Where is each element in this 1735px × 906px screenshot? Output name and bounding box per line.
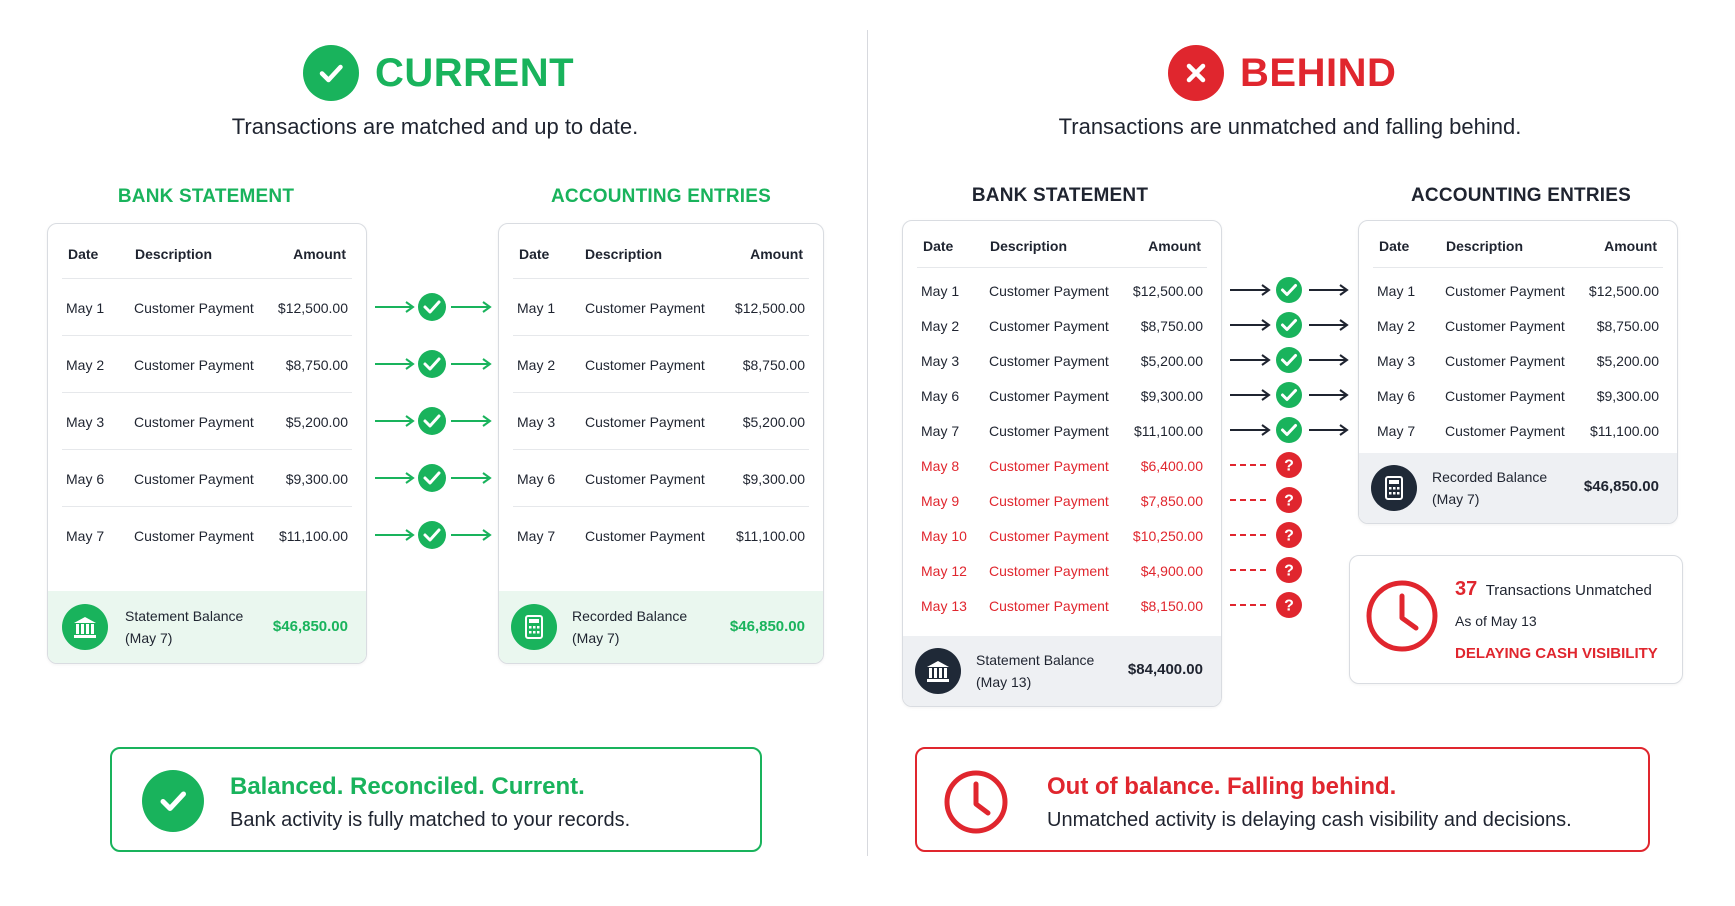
row-amount: $11,100.00: [1133, 423, 1203, 439]
row-amount: $5,200.00: [285, 414, 348, 430]
banner-subtitle: Unmatched activity is delaying cash visibility and decisions.: [1047, 809, 1572, 831]
row-amount: $11,100.00: [1589, 423, 1659, 439]
row-description: Customer Payment: [134, 357, 254, 373]
row-description: Customer Payment: [1445, 423, 1565, 439]
current-bank-card: [47, 223, 367, 664]
match-connector: [1228, 380, 1358, 410]
header-description: Description: [135, 246, 213, 262]
clock-icon: [1364, 578, 1440, 659]
match-connector: [373, 292, 493, 322]
row-amount: $12,500.00: [1132, 283, 1203, 299]
calculator-icon: [1371, 465, 1417, 511]
match-connector: [373, 463, 493, 493]
svg-text:?: ?: [1284, 457, 1294, 475]
row-date: May 2: [517, 357, 556, 373]
row-amount: $12,500.00: [277, 300, 348, 316]
header-date: Date: [923, 238, 954, 254]
row-date: May 3: [517, 414, 556, 430]
row-amount: $9,300.00: [285, 471, 348, 487]
row-description: Customer Payment: [1445, 353, 1565, 369]
footer-label: Recorded Balance (May 7): [1432, 469, 1548, 507]
row-description: Customer Payment: [585, 300, 705, 316]
footer-amount: $46,850.00: [1583, 478, 1659, 495]
row-date: May 12: [921, 563, 967, 579]
row-description: Customer Payment: [134, 471, 254, 487]
unmatched-alert-card: [1349, 555, 1683, 684]
header-amount: Amount: [750, 246, 803, 262]
row-description: Customer Payment: [989, 283, 1109, 299]
current-title: CURRENT: [375, 50, 575, 95]
unmatched-count: 37: [1455, 578, 1478, 600]
header-amount: Amount: [1148, 238, 1201, 254]
row-amount: $12,500.00: [1588, 283, 1659, 299]
row-amount: $5,200.00: [1140, 353, 1203, 369]
row-description: Customer Payment: [989, 493, 1109, 509]
row-amount: $9,300.00: [1596, 388, 1659, 404]
row-description: Customer Payment: [585, 528, 705, 544]
svg-text:?: ?: [1284, 597, 1294, 615]
banner-title: Out of balance. Falling behind.: [1047, 773, 1397, 800]
header-date: Date: [1379, 238, 1410, 254]
match-connector: [373, 520, 493, 550]
match-connector: [1228, 275, 1358, 305]
header-date: Date: [68, 246, 99, 262]
footer-label: Statement Balance (May 7): [125, 608, 244, 646]
current-bank-label: BANK STATEMENT: [117, 186, 295, 207]
row-date: May 13: [921, 598, 967, 614]
row-amount: $11,100.00: [735, 528, 805, 544]
row-amount: $6,400.00: [1140, 458, 1203, 474]
footer-amount: $84,400.00: [1127, 661, 1203, 678]
svg-text:?: ?: [1284, 527, 1294, 545]
behind-title-group: [1168, 45, 1396, 101]
behind-accounting-label: ACCOUNTING ENTRIES: [1411, 185, 1631, 206]
row-amount: $5,200.00: [742, 414, 805, 430]
current-accounting-card: [498, 223, 824, 664]
row-amount: $4,900.00: [1140, 563, 1203, 579]
header-amount: Amount: [293, 246, 346, 262]
row-date: May 7: [517, 528, 556, 544]
row-description: Customer Payment: [1445, 388, 1565, 404]
recorded-balance-footer: [1359, 453, 1677, 523]
unmatched-connector: [1228, 450, 1358, 480]
svg-text:?: ?: [1284, 562, 1294, 580]
row-date: May 6: [921, 388, 960, 404]
row-amount: $11,100.00: [278, 528, 348, 544]
row-date: May 6: [517, 471, 556, 487]
behind-title: BEHIND: [1240, 50, 1397, 95]
clock-icon: [942, 768, 1010, 841]
banner-subtitle: Bank activity is fully matched to your records.: [230, 809, 631, 831]
bank-icon: [915, 648, 961, 694]
unmatched-connector: [1228, 590, 1358, 620]
bank-icon: [62, 604, 108, 650]
unmatched-count-line: [1455, 578, 1652, 601]
match-connector: [1228, 415, 1358, 445]
unmatched-count-label: Transactions Unmatched: [1485, 582, 1652, 599]
banner-title: Balanced. Reconciled. Current.: [230, 773, 585, 800]
row-amount: $10,250.00: [1132, 528, 1203, 544]
row-amount: $5,200.00: [1596, 353, 1659, 369]
current-accounting-label: ACCOUNTING ENTRIES: [551, 186, 771, 207]
row-date: May 3: [1377, 353, 1416, 369]
footer-label: Statement Balance (May 13): [976, 652, 1095, 690]
row-description: Customer Payment: [989, 598, 1109, 614]
match-connector: [373, 349, 493, 379]
row-date: May 1: [66, 300, 105, 316]
row-amount: $8,150.00: [1140, 598, 1203, 614]
check-circle-icon: [303, 45, 359, 101]
current-subtitle: Transactions are matched and up to date.: [231, 114, 639, 139]
row-amount: $12,500.00: [734, 300, 805, 316]
behind-bank-card: [902, 220, 1222, 707]
row-description: Customer Payment: [585, 357, 705, 373]
row-description: Customer Payment: [1445, 283, 1565, 299]
recorded-balance-footer: [499, 591, 823, 663]
row-amount: $8,750.00: [1596, 318, 1659, 334]
row-date: May 2: [66, 357, 105, 373]
unmatched-connector: [1228, 555, 1358, 585]
footer-amount: $46,850.00: [272, 618, 348, 635]
footer-label: Recorded Balance (May 7): [572, 608, 688, 646]
row-date: May 1: [921, 283, 960, 299]
row-description: Customer Payment: [585, 414, 705, 430]
row-description: Customer Payment: [134, 414, 254, 430]
row-description: Customer Payment: [1445, 318, 1565, 334]
check-circle-icon: [142, 770, 204, 832]
row-date: May 7: [66, 528, 105, 544]
row-date: May 6: [66, 471, 105, 487]
row-date: May 6: [1377, 388, 1416, 404]
header-description: Description: [1446, 238, 1524, 254]
current-title-group: [303, 45, 574, 101]
row-description: Customer Payment: [989, 458, 1109, 474]
row-date: May 1: [1377, 283, 1416, 299]
header-description: Description: [990, 238, 1068, 254]
match-connector: [373, 406, 493, 436]
statement-balance-footer: [48, 591, 366, 663]
svg-text:?: ?: [1284, 492, 1294, 510]
row-date: May 3: [66, 414, 105, 430]
match-connector: [1228, 310, 1358, 340]
row-amount: $9,300.00: [1140, 388, 1203, 404]
row-amount: $8,750.00: [1140, 318, 1203, 334]
calculator-icon: [511, 604, 557, 650]
row-description: Customer Payment: [134, 300, 254, 316]
row-amount: $7,850.00: [1140, 493, 1203, 509]
header-description: Description: [585, 246, 663, 262]
row-description: Customer Payment: [989, 388, 1109, 404]
unmatched-connector: [1228, 520, 1358, 550]
row-description: Customer Payment: [989, 528, 1109, 544]
row-date: May 2: [1377, 318, 1416, 334]
header-amount: Amount: [1604, 238, 1657, 254]
row-date: May 7: [1377, 423, 1416, 439]
row-description: Customer Payment: [585, 471, 705, 487]
behind-bank-label: BANK STATEMENT: [971, 185, 1149, 206]
x-circle-icon: [1168, 45, 1224, 101]
row-amount: $9,300.00: [742, 471, 805, 487]
header-date: Date: [519, 246, 550, 262]
row-date: May 7: [921, 423, 960, 439]
delay-warning: DELAYING CASH VISIBILITY: [1455, 645, 1658, 662]
row-description: Customer Payment: [134, 528, 254, 544]
footer-amount: $46,850.00: [729, 618, 805, 635]
row-amount: $8,750.00: [285, 357, 348, 373]
row-amount: $8,750.00: [742, 357, 805, 373]
row-date: May 3: [921, 353, 960, 369]
unmatched-connector: [1228, 485, 1358, 515]
behind-accounting-card: [1358, 220, 1678, 524]
row-description: Customer Payment: [989, 353, 1109, 369]
row-description: Customer Payment: [989, 318, 1109, 334]
current-summary-banner: [110, 747, 762, 852]
row-date: May 1: [517, 300, 556, 316]
center-divider: [867, 30, 868, 856]
row-description: Customer Payment: [989, 423, 1109, 439]
row-date: May 9: [921, 493, 960, 509]
behind-summary-banner: [915, 747, 1650, 852]
behind-subtitle: Transactions are unmatched and falling behind.: [1058, 114, 1522, 139]
row-date: May 2: [921, 318, 960, 334]
row-description: Customer Payment: [989, 563, 1109, 579]
row-date: May 8: [921, 458, 960, 474]
as-of-date: As of May 13: [1455, 613, 1537, 629]
row-date: May 10: [921, 528, 967, 544]
match-connector: [1228, 345, 1358, 375]
statement-balance-footer: [903, 636, 1221, 706]
